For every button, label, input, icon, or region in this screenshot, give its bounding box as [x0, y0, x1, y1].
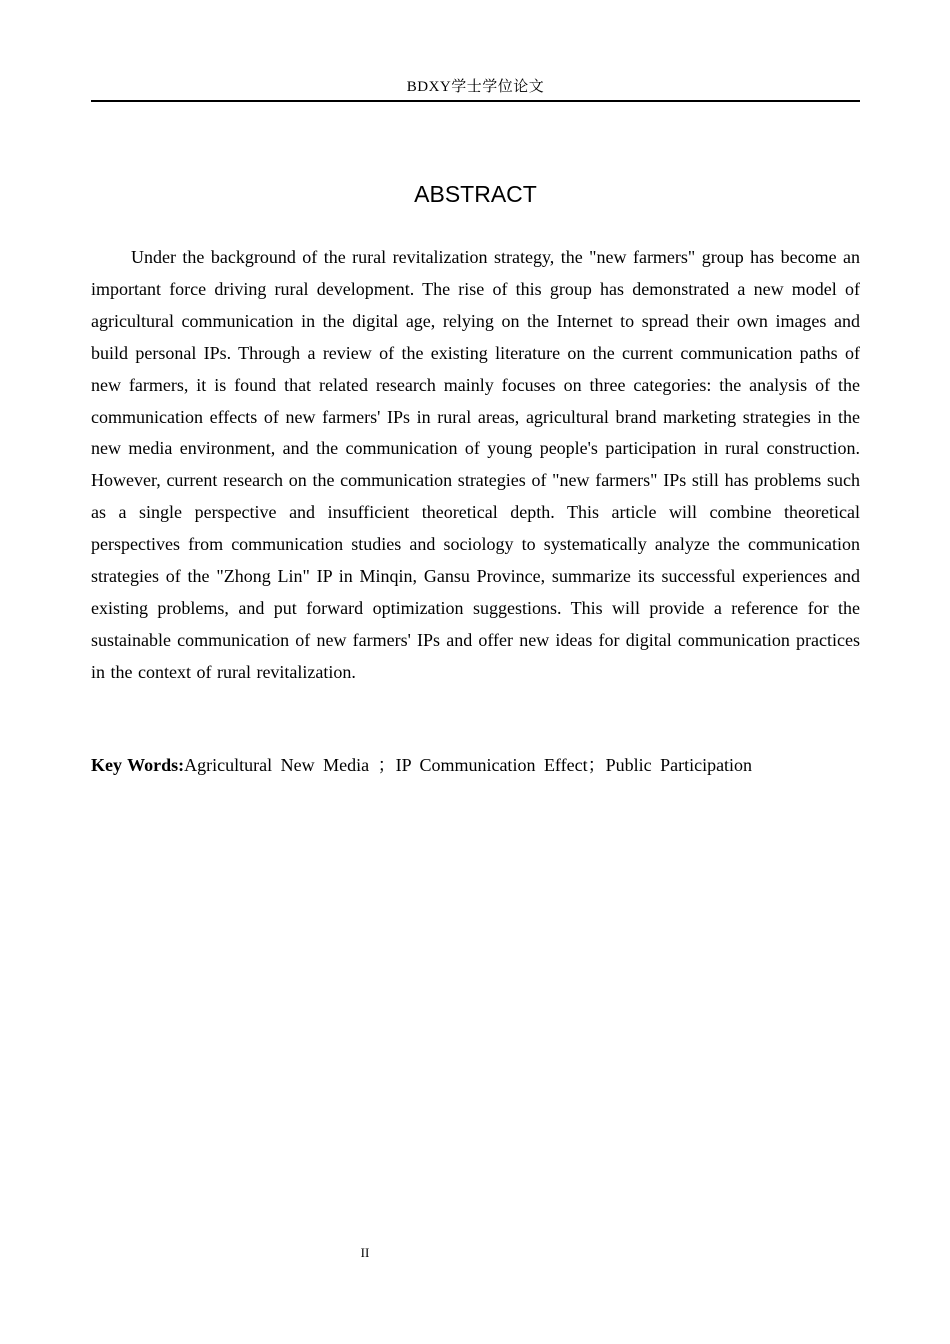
- abstract-title: ABSTRACT: [414, 181, 537, 207]
- abstract-body: Under the background of the rural revitalization strategy, the "new farmers" group has become an important force driving rural development. The rise of this group has demonstrated a new model of agricultural communication in the digital age, relying on the Internet to spread their own images and build personal IPs. Through a review of the existing literature on the current communication paths of new farmers, it is found that related research mainly focuses on three categories: the analysis of the communication effects of new farmers' IPs in rural areas, agricultural brand marketing strategies in the new media environment, and the communication of young people's participation in rural construction. However, current research on the communication strategies of "new farmers" IPs still has problems such as a single perspective and insufficient theoretical depth. This article will combine theoretical perspectives from communication studies and sociology to systematically analyze the communication strategies of the "Zhong Lin" IP in Minqin, Gansu Province, summarize its successful experiences and existing problems, and put forward optimization suggestions. This will provide a reference for the sustainable communication of new farmers' IPs and offer new ideas for digital communication practices in the context of rural revitalization.: [91, 247, 860, 682]
- page-number: II: [360, 1245, 370, 1260]
- keywords-label: Key Words:: [91, 755, 185, 775]
- keywords-line: [91, 750, 860, 780]
- keywords-text: Agricultural New Media ；IP Communication Effect；Public Participation: [184, 755, 753, 775]
- header-rule: [91, 100, 860, 102]
- running-header: BDXY学士学位论文: [406, 79, 545, 95]
